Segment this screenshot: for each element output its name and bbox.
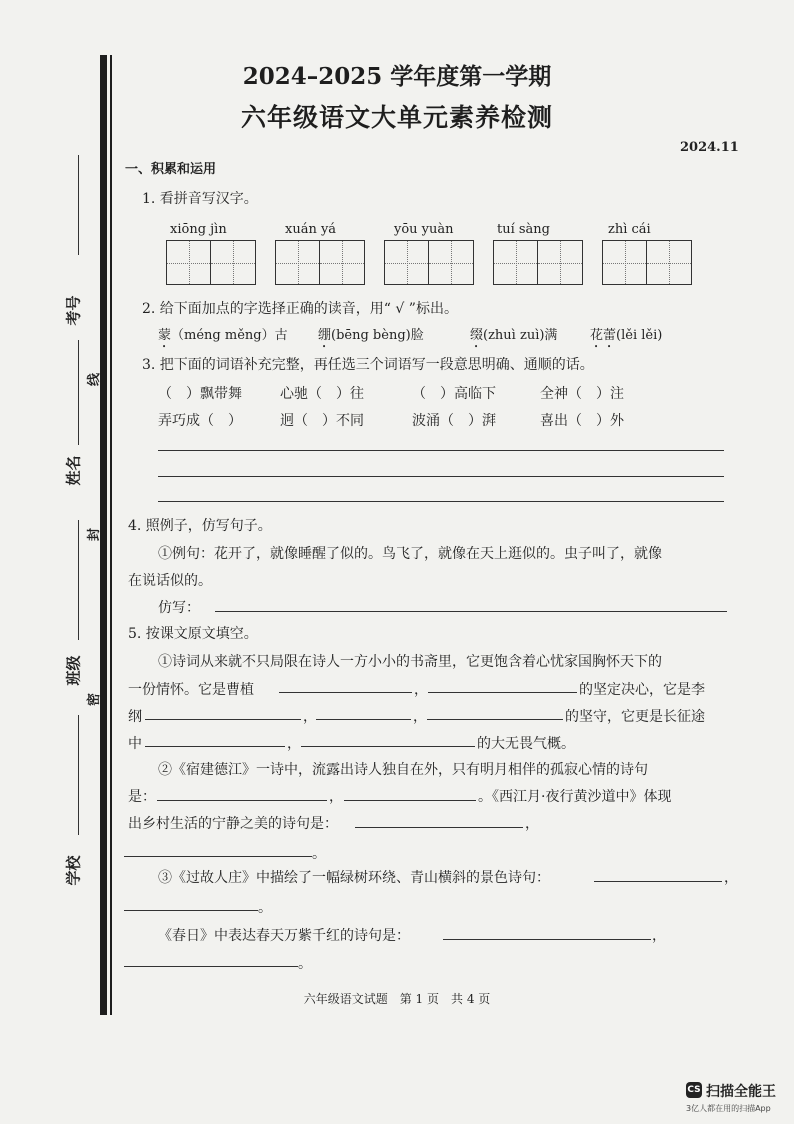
side-blank-kaohao [78, 155, 79, 255]
q5-blank-8[interactable] [157, 800, 327, 801]
q5-blank-7[interactable] [301, 746, 475, 747]
q5-p1-line3b: ， [303, 709, 317, 725]
label-xuexiao: 学校 [64, 855, 83, 886]
q5-blank-11[interactable] [124, 856, 312, 857]
q5-p1-line2a: 一份情怀。它是曹植 [128, 682, 254, 698]
label-xingming: 姓名 [64, 455, 83, 486]
q5-p4-line2: 。 [298, 956, 312, 972]
camscanner-tagline: 3亿人都在用的扫描App [686, 1104, 771, 1113]
side-blank-xuexiao [78, 715, 79, 835]
q2-item-2-rest: (bēng bèng)脸 [331, 328, 424, 343]
binding-bar-thin [110, 55, 112, 1015]
camscanner-name: 扫描全能王 [706, 1084, 776, 1100]
cut-mark-feng: 封 [87, 527, 103, 542]
q5-blank-12[interactable] [594, 881, 722, 882]
q5-blank-15[interactable] [124, 966, 298, 967]
q4-example-line1: ①例句：花开了，就像睡醒了似的。鸟飞了，就像在天上逛似的。虫子叫了，就像 [158, 546, 662, 562]
q5-blank-5[interactable] [427, 719, 563, 720]
q3-answer-line-1[interactable] [158, 450, 724, 451]
q3-word-6[interactable]: 迥（ ）不同 [280, 413, 364, 429]
q3-prompt: 3. 把下面的词语补充完整，再任选三个词语写一段意思明确、通顺的话。 [142, 357, 594, 373]
q3-word-2[interactable]: 心驰（ ）往 [280, 386, 364, 402]
q5-p2-line2a: 是： [128, 789, 156, 805]
q5-blank-1[interactable] [279, 692, 412, 693]
tianzige-box-3[interactable] [384, 240, 474, 285]
q5-p2-line2b: ， [329, 789, 343, 805]
exam-date: 2024.11 [680, 140, 739, 155]
q5-blank-9[interactable] [344, 800, 476, 801]
q5-p3-line1b: ， [724, 870, 738, 886]
exam-title-line1: 2024–2025 学年度第一学期 [242, 63, 552, 90]
cut-mark-mi: 密 [87, 692, 103, 707]
q5-p1-line1: ①诗词从来就不只局限在诗人一方小小的书斋里，它更饱含着心忧家国胸怀天下的 [158, 654, 662, 670]
pinyin-4: tuí sàng [497, 222, 551, 237]
q5-prompt: 5. 按课文原文填空。 [128, 626, 258, 642]
side-blank-xingming [78, 340, 79, 445]
camscanner-logo-icon: CS [686, 1082, 702, 1098]
q5-blank-2[interactable] [428, 692, 577, 693]
q3-answer-line-3[interactable] [158, 501, 724, 502]
q3-word-5[interactable]: 弄巧成（ ） [158, 413, 242, 429]
q5-p4-line1: 《春日》中表达春天万紫千红的诗句是： [158, 928, 410, 944]
q5-p2-line3: 出乡村生活的宁静之美的诗句是： [128, 816, 338, 832]
q5-p1-line4a: 中 [128, 736, 142, 752]
q2-item-2-char: 绷 [318, 328, 332, 343]
q2-item-3-char: 缀 [470, 328, 484, 343]
q2-item-3[interactable] [470, 324, 557, 351]
q3-word-4[interactable]: 全神（ ）注 [540, 386, 624, 402]
q5-p1-line4b: ， [287, 736, 301, 752]
q2-item-3-rest: (zhuì zuì)满 [483, 328, 558, 343]
q2-item-4-char: 花蕾 [590, 328, 617, 343]
tianzige-box-5[interactable] [602, 240, 692, 285]
pinyin-3: yōu yuàn [394, 222, 454, 237]
exam-title-line2: 六年级语文大单元素养检测 [240, 103, 553, 132]
q5-p2-line3b: ， [525, 816, 539, 832]
q5-p3-line2: 。 [258, 900, 272, 916]
tianzige-box-2[interactable] [275, 240, 365, 285]
q3-word-8[interactable]: 喜出（ ）外 [540, 413, 624, 429]
pinyin-1: xiōng jìn [170, 222, 227, 237]
side-blank-banji [78, 520, 79, 640]
section-heading: 一、积累和运用 [125, 162, 217, 177]
q3-answer-line-2[interactable] [158, 476, 724, 477]
q5-p1-line3c: ， [413, 709, 427, 725]
q5-p2-line1: ②《宿建德江》一诗中，流露出诗人独自在外，只有明月相伴的孤寂心情的诗句 [158, 762, 648, 778]
q5-blank-13[interactable] [124, 910, 258, 911]
q3-word-3[interactable]: （ ）高临下 [412, 386, 496, 402]
q5-blank-4[interactable] [316, 719, 411, 720]
q5-p1-line4c: 的大无畏气概。 [477, 736, 575, 752]
q4-imitate-label: 仿写： [158, 600, 200, 616]
q5-blank-10[interactable] [355, 827, 523, 828]
q2-item-1[interactable] [158, 324, 288, 351]
q5-p1-line3d: 的坚守，它更是长征途 [565, 709, 705, 725]
label-kaohao: 考号 [64, 295, 83, 326]
q4-prompt: 4. 照例子，仿写句子。 [128, 518, 272, 534]
q1-prompt: 1. 看拼音写汉字。 [142, 191, 258, 207]
cut-mark-xian: 线 [87, 372, 103, 387]
q4-example-line2: 在说话似的。 [128, 573, 212, 589]
q5-p1-line3a: 纲 [128, 709, 142, 725]
q5-p4-line1b: ， [652, 928, 666, 944]
tianzige-box-4[interactable] [493, 240, 583, 285]
q2-item-1-rest: （méng měng）古 [171, 328, 288, 343]
q4-answer-line[interactable] [215, 611, 727, 612]
tianzige-box-1[interactable] [166, 240, 256, 285]
q2-prompt: 2. 给下面加点的字选择正确的读音，用“ √ ”标出。 [142, 301, 458, 317]
label-banji: 班级 [64, 655, 83, 686]
page-footer: 六年级语文试题 第 1 页 共 4 页 [303, 992, 491, 1006]
q2-item-1-char: 蒙 [158, 328, 172, 343]
q3-word-7[interactable]: 波涌（ ）湃 [412, 413, 496, 429]
q2-item-4-rest: (lěi lěi) [616, 328, 663, 343]
pinyin-2: xuán yá [285, 222, 337, 237]
q5-p2-line4: 。 [312, 846, 326, 862]
q5-blank-3[interactable] [145, 719, 301, 720]
q5-blank-14[interactable] [443, 939, 651, 940]
pinyin-5: zhì cái [608, 222, 651, 237]
q5-blank-6[interactable] [145, 746, 285, 747]
q5-p1-line2c: 的坚定决心，它是李 [579, 682, 705, 698]
q3-word-1[interactable]: （ ）飘带舞 [158, 386, 242, 402]
q2-item-2[interactable] [318, 324, 424, 351]
q5-p2-line2c: 。《西江月·夜行黄沙道中》体现 [478, 789, 672, 805]
q2-item-4[interactable] [590, 324, 662, 351]
q5-p3-line1: ③《过故人庄》中描绘了一幅绿树环绕、青山横斜的景色诗句： [158, 870, 550, 886]
q5-p1-line2b: ， [414, 682, 428, 698]
